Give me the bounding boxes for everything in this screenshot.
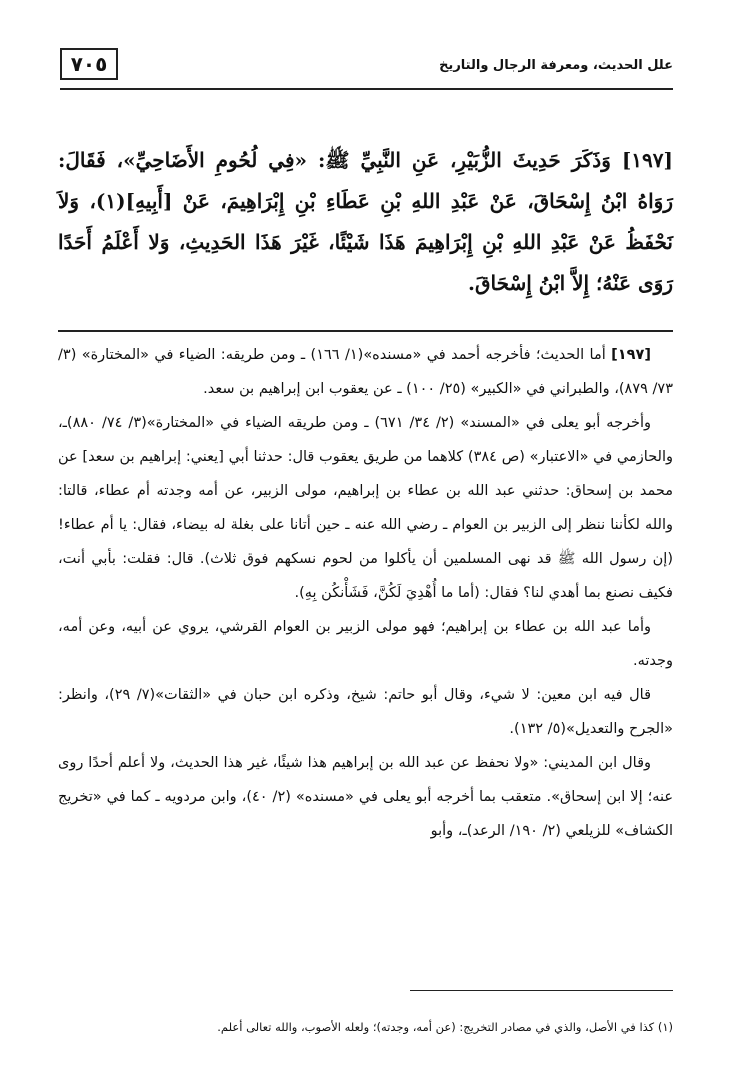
commentary-paragraph: وأخرجه أبو يعلى في «المسند» (٢/ ٣٤/ ٦٧١) ـ ومن طريقه الضياء في «المختارة»(٣/ ٧٤/ ٨٨٠)ـ، والحازمي في «الاعتبار» (ص ٣٨٤) كلاهما من طريق يعقوب قال: حدثنا أبي [يعني: إبراهيم بن سعد] عن محمد بن إسحاق: حدثني عبد الله بن عطاء بن إبراهيم، مولى الزبير، عن أمه وجدته أم عطاء، قالتا: والله لكأننا ننظر إلى الزبير بن العوام ـ رضي الله عنه ـ حين أتانا على بغلة له بيضاء، فقال: يا أم عطاء! (إن رسول الله ﷺ قد نهى المسلمين أن يأكلوا من لحوم نسكهم فوق ثلاث). قال: فقلت: بأبي أنت، فكيف نصنع بما أهدي لنا؟ فقال: (أما ما أُهْدِيَ لَكُنَّ، فَشَأْنكُن بِهِ). [58, 415, 673, 601]
main-text [58, 140, 673, 304]
section-divider [58, 330, 673, 332]
footnote-marker: (١) [657, 1020, 673, 1034]
footnote-text: كذا في الأصل، والذي في مصادر التخريج: (عن أمه، وجدته)؛ ولعله الأصوب، والله تعالى أعلم. [217, 1020, 655, 1034]
running-title: علل الحديث، ومعرفة الرجال والتاريخ [439, 58, 673, 73]
page-number: ٧٠٥ [60, 48, 118, 80]
entry-number: [١٩٧] [621, 148, 673, 172]
commentary-paragraph: وأما عبد الله بن عطاء بن إبراهيم؛ فهو مولى الزبير بن العوام القرشي، يروي عن أبيه، وعن أمه، وجدته. [58, 619, 673, 669]
commentary-paragraph-text: أما الحديث؛ فأخرجه أحمد في «مسنده»(١/ ١٦٦) ـ ومن طريقه: الضياء في «المختارة» (٣/ ٧٣/ ٨٧٩)، والطبراني في «الكبير» (٢٥/ ١٠٠) ـ عن يعقوب ابن إبراهيم بن سعد. [58, 347, 673, 397]
commentary-paragraph [58, 338, 673, 406]
commentary [58, 338, 673, 848]
commentary-entry-number: [١٩٧] [611, 347, 651, 363]
page-header [60, 48, 673, 90]
main-text-body: وَذَكَرَ حَدِيثَ الزُّبَيْرِ، عَنِ النَّبِيِّ ﷺ: «فِي لُحُومِ الأَضَاحِيِّ»، فَقَالَ: رَوَاهُ ابْنُ إِسْحَاقَ، عَنْ عَبْدِ اللهِ بْنِ عَطَاءِ بْنِ إِبْرَاهِيمَ، عَنْ [أَبِيهِ](١)، وَلاَ نَحْفَظُ عَنْ عَبْدِ اللهِ بْنِ إِبْرَاهِيمَ هَذَا شَيْئًا، غَيْرَ هَذَا الحَدِيثِ، وَلا أَعْلَمُ أَحَدًا رَوَى عَنْهُ؛ إِلاَّ ابْنُ إِسْحَاقَ. [58, 148, 673, 295]
commentary-paragraph: وقال ابن المديني: «ولا نحفظ عن عبد الله بن إبراهيم هذا شيئًا، غير هذا الحديث، ولا أعلم أحدًا روى عنه؛ إلا ابن إسحاق». متعقب بما أخرجه أبو يعلى في «مسنده» (٢/ ٤٠)، وابن مردويه ـ كما في «تخريج الكشاف» للزيلعي (٢/ ١٩٠/ الرعد)ـ، وأبو [58, 755, 673, 839]
commentary-paragraph: قال فيه ابن معين: لا شيء، وقال أبو حاتم: شيخ، وذكره ابن حبان في «الثقات»(٧/ ٢٩)، وانظر: «الجرح والتعديل»(٥/ ١٣٢). [58, 687, 673, 737]
footnote-rule [410, 990, 673, 991]
footnote [58, 1018, 673, 1036]
